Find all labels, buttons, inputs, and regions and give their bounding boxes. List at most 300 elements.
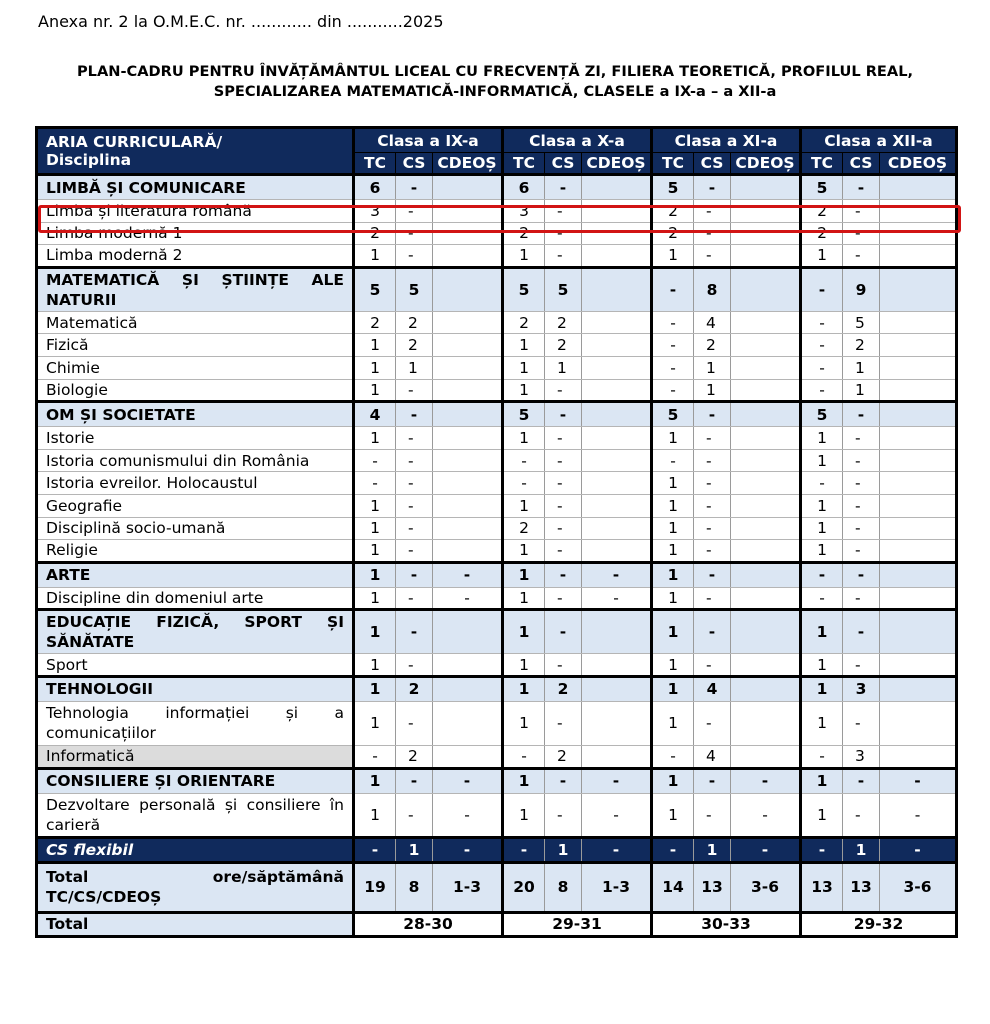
cell-cdeos: - (433, 793, 503, 837)
cell-cs: 1 (694, 356, 731, 379)
cell-tc: 1 (801, 427, 843, 450)
cell-tc: 1 (503, 768, 545, 793)
table-row (37, 793, 957, 837)
cell-cdeos (880, 334, 957, 357)
cell-cdeos (582, 472, 652, 495)
table-row (37, 517, 957, 540)
cell-tc: 2 (801, 222, 843, 245)
cell-cdeos (731, 701, 801, 745)
document-title (20, 62, 970, 102)
cell-tc: 1 (354, 654, 396, 677)
cell-tc: 4 (354, 402, 396, 427)
row-label: Chimie (37, 356, 354, 379)
cell-cs: - (843, 654, 880, 677)
cell-cs: 2 (545, 334, 582, 357)
cell-tc: 1 (801, 610, 843, 654)
table-row (37, 245, 957, 268)
cell-tc: 14 (652, 862, 694, 912)
cell-tc: 3 (354, 200, 396, 223)
cell-cdeos (731, 267, 801, 311)
cell-cs: - (843, 494, 880, 517)
cell-cs: - (396, 222, 433, 245)
cell-cdeos (582, 494, 652, 517)
cell-cdeos: 1-3 (433, 862, 503, 912)
table-row (37, 837, 957, 862)
cell-cs: - (545, 768, 582, 793)
cell-cs: 5 (545, 267, 582, 311)
cell-cs: 2 (396, 676, 433, 701)
cell-cdeos (433, 356, 503, 379)
cell-cdeos (731, 427, 801, 450)
row-label: Istorie (37, 427, 354, 450)
table-row (37, 562, 957, 587)
cell-cdeos (582, 245, 652, 268)
cell-tc: 1 (652, 793, 694, 837)
annex-reference: Anexa nr. 2 la O.M.E.C. nr. ............ din ...........2025 (38, 12, 444, 31)
cell-cs: 4 (694, 745, 731, 768)
cell-cs: 9 (843, 267, 880, 311)
cell-tc: - (503, 449, 545, 472)
subheader-cs: CS (545, 153, 582, 175)
cell-tc: 1 (801, 449, 843, 472)
total-label: Total (37, 912, 354, 936)
total-class-3: 30-33 (652, 912, 801, 936)
cell-tc: - (652, 745, 694, 768)
cell-cdeos (880, 379, 957, 402)
cell-cdeos: - (880, 793, 957, 837)
cell-cs: - (396, 245, 433, 268)
cell-cs: - (694, 402, 731, 427)
cell-tc: 1 (503, 793, 545, 837)
cell-cdeos (880, 654, 957, 677)
cell-cdeos (880, 311, 957, 334)
table-row (37, 427, 957, 450)
cell-cs: - (843, 768, 880, 793)
cell-cdeos: - (880, 837, 957, 862)
row-label: Disciplină socio-umană (37, 517, 354, 540)
cell-cs: - (694, 587, 731, 610)
table-row (37, 494, 957, 517)
row-label: EDUCAȚIE FIZICĂ, SPORT ȘI SĂNĂTATE (37, 610, 354, 654)
cell-cs: 1 (545, 356, 582, 379)
row-label: Limba și literatura română (37, 200, 354, 223)
cell-cdeos (433, 676, 503, 701)
cell-cdeos: - (582, 587, 652, 610)
cell-tc: 3 (503, 200, 545, 223)
cell-cs: - (545, 472, 582, 495)
table-row (37, 610, 957, 654)
cell-cdeos (433, 540, 503, 563)
cell-cs: - (843, 517, 880, 540)
row-label: Biologie (37, 379, 354, 402)
cell-tc: 1 (354, 610, 396, 654)
subheader-cs: CS (843, 153, 880, 175)
cell-tc: 1 (503, 676, 545, 701)
row-label: Total ore/săptămână TC/CS/CDEOȘ (37, 862, 354, 912)
cell-cs: - (396, 494, 433, 517)
cell-tc: 5 (652, 175, 694, 200)
cell-cs: - (694, 517, 731, 540)
cell-cdeos (582, 654, 652, 677)
cell-tc: 1 (354, 701, 396, 745)
cell-cs: - (843, 793, 880, 837)
cell-cs: 2 (694, 334, 731, 357)
table-row (37, 311, 957, 334)
cell-cs: 1 (694, 379, 731, 402)
cell-cdeos (880, 587, 957, 610)
total-class-1: 28-30 (354, 912, 503, 936)
cell-cs: - (396, 701, 433, 745)
cell-tc: - (652, 311, 694, 334)
cell-cs: - (694, 494, 731, 517)
cell-cdeos: - (433, 768, 503, 793)
subheader-tc: TC (354, 153, 396, 175)
cell-cs: 2 (843, 334, 880, 357)
cell-cs: 3 (843, 745, 880, 768)
cell-cs: - (545, 654, 582, 677)
cell-cs: 2 (396, 334, 433, 357)
cell-cdeos (433, 494, 503, 517)
header-class-2: Clasa a X-a (503, 128, 652, 153)
cell-tc: 1 (652, 768, 694, 793)
cell-tc: 1 (354, 245, 396, 268)
cell-cdeos (433, 654, 503, 677)
cell-cdeos (433, 517, 503, 540)
cell-cdeos (582, 449, 652, 472)
table-row (37, 356, 957, 379)
cell-tc: 1 (652, 245, 694, 268)
cell-cs: - (396, 517, 433, 540)
cell-cs: - (694, 222, 731, 245)
table-row (37, 540, 957, 563)
row-label: Religie (37, 540, 354, 563)
cell-tc: 5 (652, 402, 694, 427)
cell-cdeos (582, 676, 652, 701)
row-label: ARTE (37, 562, 354, 587)
cell-tc: - (652, 837, 694, 862)
cell-tc: - (354, 745, 396, 768)
cell-tc: 1 (354, 793, 396, 837)
cell-tc: 20 (503, 862, 545, 912)
cell-cdeos (880, 427, 957, 450)
cell-cs: 1 (843, 356, 880, 379)
cell-tc: 1 (652, 562, 694, 587)
cell-cdeos (880, 745, 957, 768)
cell-cs: - (396, 768, 433, 793)
cell-cdeos: 1-3 (582, 862, 652, 912)
total-class-2: 29-31 (503, 912, 652, 936)
row-label: LIMBĂ ȘI COMUNICARE (37, 175, 354, 200)
cell-cdeos (731, 472, 801, 495)
cell-cs: - (843, 701, 880, 745)
cell-cs: - (694, 610, 731, 654)
cell-tc: 1 (354, 494, 396, 517)
curriculum-table-wrapper (35, 126, 958, 938)
cell-tc: 19 (354, 862, 396, 912)
cell-cdeos: 3-6 (731, 862, 801, 912)
cell-cdeos: - (731, 793, 801, 837)
cell-cdeos (731, 334, 801, 357)
cell-tc: 2 (652, 200, 694, 223)
cell-cdeos (731, 449, 801, 472)
cell-cs: - (843, 540, 880, 563)
cell-cs: - (396, 402, 433, 427)
cell-tc: 1 (652, 676, 694, 701)
cell-tc: 1 (801, 245, 843, 268)
cell-cdeos (582, 517, 652, 540)
cell-cdeos (880, 245, 957, 268)
cell-cdeos (582, 334, 652, 357)
cell-cdeos (731, 311, 801, 334)
cell-cdeos (880, 267, 957, 311)
cell-cs: - (545, 517, 582, 540)
cell-tc: 1 (503, 245, 545, 268)
subheader-cdeoș: CDEOȘ (880, 153, 957, 175)
cell-tc: 1 (503, 701, 545, 745)
cell-cs: 5 (396, 267, 433, 311)
cell-cdeos (582, 356, 652, 379)
cell-cdeos (582, 745, 652, 768)
cell-cs: - (396, 427, 433, 450)
subheader-tc: TC (503, 153, 545, 175)
cell-tc: 2 (503, 517, 545, 540)
cell-tc: 1 (354, 540, 396, 563)
cell-cdeos (731, 610, 801, 654)
cell-cdeos (731, 745, 801, 768)
cell-cdeos (731, 494, 801, 517)
cell-cdeos (433, 472, 503, 495)
cell-cdeos: - (433, 562, 503, 587)
row-label: Sport (37, 654, 354, 677)
cell-tc: 5 (503, 402, 545, 427)
cell-cs: - (694, 654, 731, 677)
cell-cdeos (582, 175, 652, 200)
cell-cs: - (843, 402, 880, 427)
table-row (37, 745, 957, 768)
cell-cdeos (731, 175, 801, 200)
cell-tc: 1 (652, 427, 694, 450)
cell-tc: 1 (354, 517, 396, 540)
cell-tc: 6 (354, 175, 396, 200)
cell-tc: 1 (652, 701, 694, 745)
cell-cdeos: - (731, 837, 801, 862)
cell-cs: - (545, 379, 582, 402)
cell-cdeos (880, 676, 957, 701)
cell-cdeos (582, 610, 652, 654)
cell-tc: - (801, 334, 843, 357)
cell-cdeos (433, 379, 503, 402)
cell-tc: 1 (354, 379, 396, 402)
table-row (37, 402, 957, 427)
cell-cs: 8 (396, 862, 433, 912)
cell-tc: 2 (652, 222, 694, 245)
cell-tc: 6 (503, 175, 545, 200)
cell-cs: - (396, 793, 433, 837)
cell-cs: - (396, 200, 433, 223)
cell-tc: 1 (503, 654, 545, 677)
cell-cdeos (731, 402, 801, 427)
cell-tc: 1 (503, 562, 545, 587)
cell-tc: - (503, 837, 545, 862)
cell-cs: - (545, 494, 582, 517)
table-row (37, 449, 957, 472)
cell-cdeos: - (880, 768, 957, 793)
table-row (37, 654, 957, 677)
row-label: MATEMATICĂ ȘI ȘTIINȚE ALE NATURII (37, 267, 354, 311)
row-label: Matematică (37, 311, 354, 334)
cell-tc: 1 (503, 494, 545, 517)
cell-cs: 2 (545, 311, 582, 334)
cell-cs: - (694, 449, 731, 472)
cell-cs: - (396, 540, 433, 563)
cell-cs: - (694, 701, 731, 745)
header-class-4: Clasa a XII-a (801, 128, 957, 153)
curriculum-framework-table (35, 126, 958, 938)
table-row (37, 701, 957, 745)
header-class-3: Clasa a XI-a (652, 128, 801, 153)
cell-tc: - (801, 837, 843, 862)
cell-cdeos: - (433, 837, 503, 862)
cell-cdeos: - (433, 587, 503, 610)
cell-cs: - (694, 472, 731, 495)
cell-tc: - (652, 449, 694, 472)
cell-cs: - (396, 562, 433, 587)
cell-cdeos (731, 245, 801, 268)
cell-cdeos (731, 540, 801, 563)
cell-cs: - (843, 562, 880, 587)
cell-cs: - (545, 610, 582, 654)
title-line-1: PLAN-CADRU PENTRU ÎNVĂȚĂMÂNTUL LICEAL CU FRECVENȚĂ ZI, FILIERA TEORETICĂ, PROFILUL REAL, (76, 63, 914, 80)
cell-cs: 1 (545, 837, 582, 862)
cell-cdeos (880, 610, 957, 654)
cell-tc: - (652, 379, 694, 402)
cell-cs: - (843, 472, 880, 495)
cell-cs: - (396, 587, 433, 610)
cell-cs: - (694, 793, 731, 837)
cell-cs: 2 (545, 676, 582, 701)
cell-tc: - (354, 449, 396, 472)
cell-cdeos (880, 175, 957, 200)
cell-cdeos (731, 676, 801, 701)
cell-cs: - (694, 427, 731, 450)
cell-cdeos (582, 402, 652, 427)
subheader-cs: CS (694, 153, 731, 175)
cell-tc: 2 (354, 311, 396, 334)
cell-tc: 2 (503, 311, 545, 334)
cell-cdeos (731, 587, 801, 610)
cell-cs: - (545, 793, 582, 837)
cell-cdeos (731, 517, 801, 540)
cell-cs: 2 (545, 745, 582, 768)
cell-cdeos (880, 472, 957, 495)
header-discipline-label: Disciplina (46, 151, 132, 169)
cell-tc: 5 (503, 267, 545, 311)
cell-cs: - (545, 587, 582, 610)
cell-tc: 1 (801, 701, 843, 745)
cell-cs: - (545, 562, 582, 587)
cell-tc: - (652, 356, 694, 379)
cell-cs: 1 (396, 837, 433, 862)
cell-tc: 1 (652, 610, 694, 654)
cell-cdeos (433, 334, 503, 357)
row-label: Istoria evreilor. Holocaustul (37, 472, 354, 495)
cell-tc: 2 (801, 200, 843, 223)
cell-cs: - (545, 427, 582, 450)
row-label: OM ȘI SOCIETATE (37, 402, 354, 427)
cell-tc: 2 (354, 222, 396, 245)
cell-tc: 1 (801, 768, 843, 793)
cell-cdeos (582, 267, 652, 311)
cell-cdeos (880, 494, 957, 517)
cell-tc: 1 (503, 540, 545, 563)
cell-cdeos (582, 311, 652, 334)
row-label: Geografie (37, 494, 354, 517)
cell-cdeos (731, 379, 801, 402)
row-label: Dezvoltare personală și consiliere în carieră (37, 793, 354, 837)
total-class-4: 29-32 (801, 912, 957, 936)
cell-cs: - (545, 449, 582, 472)
cell-cs: - (843, 175, 880, 200)
cell-cdeos (880, 356, 957, 379)
cell-tc: 1 (354, 562, 396, 587)
cell-cdeos (433, 402, 503, 427)
cell-tc: - (354, 472, 396, 495)
cell-cs: - (545, 200, 582, 223)
cell-cdeos (433, 267, 503, 311)
cell-cdeos (433, 311, 503, 334)
cell-cdeos (433, 701, 503, 745)
row-label: Limba modernă 1 (37, 222, 354, 245)
cell-cs: 4 (694, 311, 731, 334)
cell-tc: - (801, 356, 843, 379)
cell-cs: - (694, 200, 731, 223)
cell-cs: 8 (694, 267, 731, 311)
cell-tc: 1 (354, 356, 396, 379)
cell-tc: - (801, 472, 843, 495)
cell-tc: 5 (354, 267, 396, 311)
cell-cs: - (694, 540, 731, 563)
cell-cs: 8 (545, 862, 582, 912)
cell-cdeos (731, 562, 801, 587)
table-row (37, 267, 957, 311)
cell-cs: - (843, 200, 880, 223)
cell-tc: 13 (801, 862, 843, 912)
cell-cdeos (880, 701, 957, 745)
cell-cdeos: - (582, 837, 652, 862)
table-row (37, 472, 957, 495)
row-label: Istoria comunismului din România (37, 449, 354, 472)
header-curricular-area (37, 128, 354, 175)
cell-cdeos (433, 610, 503, 654)
cell-cs: 1 (843, 379, 880, 402)
cell-cs: 1 (396, 356, 433, 379)
header-area-label: ARIA CURRICULARĂ/ (46, 133, 223, 151)
subheader-cdeoș: CDEOȘ (433, 153, 503, 175)
cell-tc: 1 (801, 494, 843, 517)
cell-cs: - (843, 222, 880, 245)
table-row (37, 379, 957, 402)
cell-tc: 2 (503, 222, 545, 245)
cell-tc: - (652, 267, 694, 311)
cell-cdeos (433, 427, 503, 450)
row-label: Informatică (37, 745, 354, 768)
row-label: Fizică (37, 334, 354, 357)
cell-cs: - (843, 245, 880, 268)
cell-tc: 5 (801, 402, 843, 427)
subheader-tc: TC (652, 153, 694, 175)
subheader-cdeoș: CDEOȘ (731, 153, 801, 175)
cell-cdeos: - (582, 793, 652, 837)
